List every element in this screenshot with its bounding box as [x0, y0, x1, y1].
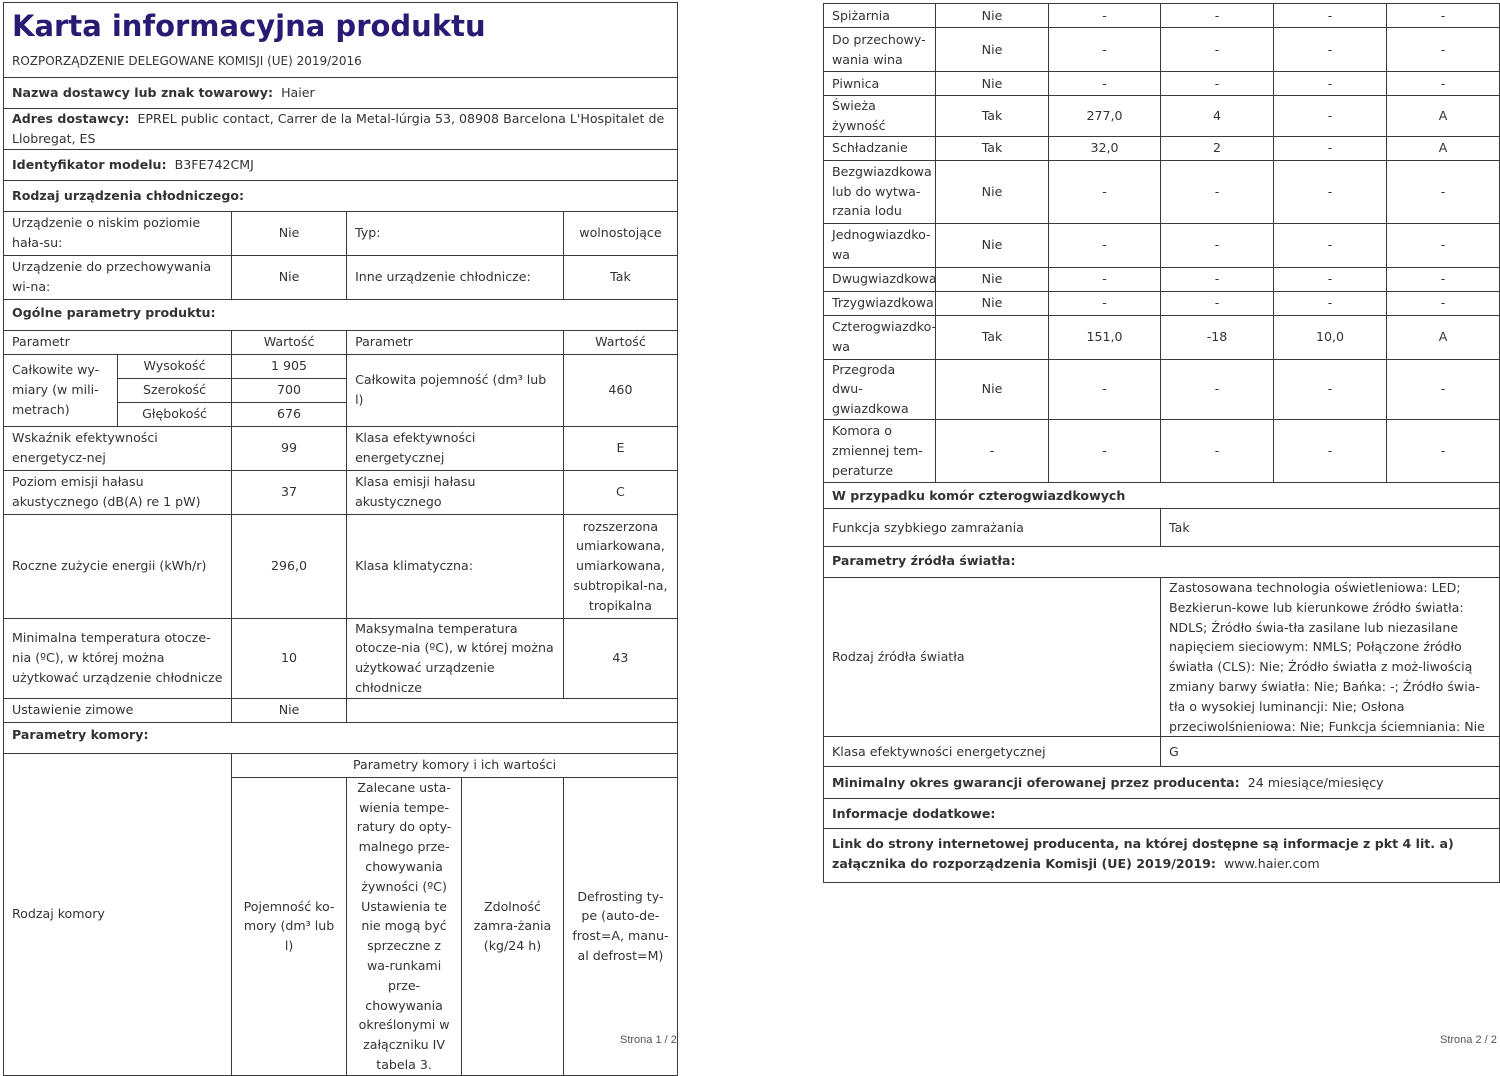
- compartment-row: [824, 267, 1500, 291]
- compartment-freezing: -: [1274, 72, 1387, 96]
- depth-label: Głębokość: [118, 402, 232, 426]
- compartment-present: Tak: [936, 315, 1049, 359]
- total-volume-label: Całkowita pojemność (dm³ lub l): [347, 354, 564, 426]
- compartment-rows: [824, 4, 1500, 483]
- width-label: Szerokość: [118, 378, 232, 402]
- recommended-temp-header: Zalecane usta-wienia tempe-ratury do opty-malnego prze-chowywania żywności (ºC) Ustawienia te nie mogą być sprzeczne z wa-runkami prze-chowywania określonymi w załączniku IV tabela 3.: [347, 777, 462, 1075]
- noise-level-value: 37: [232, 470, 347, 514]
- fast-freeze-value: Tak: [1161, 508, 1500, 546]
- compartment-present: Nie: [936, 72, 1049, 96]
- compartment-name: Trzygwiazdkowa: [824, 291, 936, 315]
- compartment-present: Nie: [936, 223, 1049, 267]
- compartment-row: [824, 72, 1500, 96]
- compartment-defrost: -: [1387, 419, 1500, 482]
- winter-value: Nie: [232, 698, 347, 722]
- compartment-temp: -: [1161, 4, 1274, 28]
- max-temp-value: 43: [563, 618, 677, 698]
- compartment-temp: -: [1161, 419, 1274, 482]
- compartment-volume: -: [1049, 291, 1161, 315]
- supplier-label: Nazwa dostawcy lub znak towarowy:: [12, 85, 274, 101]
- annual-energy-label: Roczne zużycie energii (kWh/r): [4, 514, 232, 618]
- light-type-value: Zastosowana technologia oświetleniowa: LED; Bezkierun-kowe lub kierunkowe źródło światła: NDLS; Źródło świa-tła zasilane lub niezasilane napięciem sieciowym: NMLS; Połączone źródło światła (CLS): Nie; Źródło światła z moż-liwością zmiany barwy światła: Nie; Bańka: -; Źródło świa-tła o wysokiej luminancji: Nie; Osłona przeciwolśnieniowa: Nie; Funkcja ściemniania: Nie: [1161, 577, 1500, 736]
- compartment-temp: 4: [1161, 96, 1274, 137]
- warranty-label: Minimalny okres gwarancji oferowanej przez producenta:: [832, 774, 1240, 790]
- compartment-freezing: -: [1274, 267, 1387, 291]
- col-header-value: Wartość: [232, 330, 347, 354]
- compartment-temp: -: [1161, 267, 1274, 291]
- climate-class-label: Klasa klimatyczna:: [347, 514, 564, 618]
- page-1: [3, 2, 678, 1076]
- compartment-name: Piwnica: [824, 72, 936, 96]
- freezing-capacity-header: Zdolność zamra-żania (kg/24 h): [462, 777, 564, 1075]
- additional-info-table: [823, 482, 1500, 883]
- col-header-param-2: Parametr: [347, 330, 564, 354]
- compartment-temp: -: [1161, 291, 1274, 315]
- eei-value: 99: [232, 426, 347, 470]
- model-label: Identyfikator modelu:: [12, 156, 167, 172]
- noise-class-value: C: [563, 470, 677, 514]
- compartment-volume: -: [1049, 359, 1161, 419]
- compartment-defrost: -: [1387, 291, 1500, 315]
- device-type-heading: Rodzaj urządzenia chłodniczego:: [4, 180, 678, 211]
- empty-cell: [347, 698, 678, 722]
- compartment-freezing: -: [1274, 160, 1387, 223]
- noise-level-label: Poziom emisji hałasu akustycznego (dB(A) re 1 pW): [4, 470, 232, 514]
- compartment-name: Przegroda dwu-gwiazdkowa: [824, 359, 936, 419]
- min-temp-value: 10: [232, 618, 347, 698]
- compartment-defrost: A: [1387, 315, 1500, 359]
- address-value: EPREL public contact, Carrer de la Metal-lúrgia 53, 08908 Barcelona L'Hospitalet de Llobregat, ES: [12, 111, 665, 146]
- compartment-volume: -: [1049, 4, 1161, 28]
- address-row: [4, 109, 678, 150]
- max-temp-label: Maksymalna temperatura otocze-nia (ºC), w której można użytkować urządzenie chłodnicze: [347, 618, 564, 698]
- compartment-name: Spiżarnia: [824, 4, 936, 28]
- compartment-defrost: -: [1387, 160, 1500, 223]
- compartment-present: Nie: [936, 359, 1049, 419]
- page-2: [823, 3, 1499, 883]
- compartment-freezing: -: [1274, 136, 1387, 160]
- compartment-volume: 32,0: [1049, 136, 1161, 160]
- other-device-value: Tak: [563, 255, 677, 299]
- four-star-heading: W przypadku komór czterogwiazdkowych: [824, 482, 1500, 508]
- compartment-row: [824, 419, 1500, 482]
- compartment-freezing: -: [1274, 223, 1387, 267]
- compartment-row: [824, 136, 1500, 160]
- defrost-type-header: Defrosting ty-pe (auto-de-frost=A, manu-al defrost=M): [563, 777, 677, 1075]
- other-device-label: Inne urządzenie chłodnicze:: [347, 255, 564, 299]
- light-energy-class-value: G: [1161, 737, 1500, 767]
- energy-class-value: E: [563, 426, 677, 470]
- noise-class-label: Klasa emisji hałasu akustycznego: [347, 470, 564, 514]
- compartment-volume: -: [1049, 72, 1161, 96]
- compartment-freezing: -: [1274, 359, 1387, 419]
- link-row: [824, 829, 1500, 883]
- height-label: Wysokość: [118, 354, 232, 378]
- compartment-volume: 151,0: [1049, 315, 1161, 359]
- wine-storage-label: Urządzenie do przechowywania wi-na:: [4, 255, 232, 299]
- climate-class-value: rozszerzona umiarkowana, umiarkowana, subtropikal-na, tropikalna: [563, 514, 677, 618]
- compartment-present: Nie: [936, 160, 1049, 223]
- winter-label: Ustawienie zimowe: [4, 698, 232, 722]
- type-label: Typ:: [347, 211, 564, 255]
- general-heading: Ogólne parametry produktu:: [4, 299, 678, 330]
- total-volume-value: 460: [563, 354, 677, 426]
- warranty-row: [824, 767, 1500, 799]
- compartment-row: [824, 223, 1500, 267]
- compartment-name: Komora o zmiennej tem-peraturze: [824, 419, 936, 482]
- compartment-name: Bezgwiazdkowa lub do wytwa-rzania lodu: [824, 160, 936, 223]
- compartment-defrost: -: [1387, 28, 1500, 72]
- compartment-defrost: A: [1387, 96, 1500, 137]
- supplier-row: [4, 78, 678, 109]
- light-heading: Parametry źródła światła:: [824, 546, 1500, 577]
- compartment-freezing: -: [1274, 419, 1387, 482]
- compartment-values-heading: Parametry komory i ich wartości: [232, 753, 678, 777]
- compartment-volume: -: [1049, 419, 1161, 482]
- compartment-volume: -: [1049, 160, 1161, 223]
- regulation-reference: ROZPORZĄDZENIE DELEGOWANE KOMISJI (UE) 2019/2016: [4, 47, 678, 78]
- compartment-name: Schładzanie: [824, 136, 936, 160]
- compartment-volume-header: Pojemność ko-mory (dm³ lub l): [232, 777, 347, 1075]
- low-noise-label: Urządzenie o niskim poziomie hała-su:: [4, 211, 232, 255]
- manufacturer-link[interactable]: www.haier.com: [1223, 856, 1320, 872]
- compartment-defrost: -: [1387, 72, 1500, 96]
- compartment-freezing: -: [1274, 28, 1387, 72]
- compartment-defrost: -: [1387, 223, 1500, 267]
- compartment-row: [824, 160, 1500, 223]
- compartment-present: Nie: [936, 267, 1049, 291]
- model-row: [4, 149, 678, 180]
- dimensions-label: Całkowite wy-miary (w mili-metrach): [4, 354, 118, 426]
- compartment-row: [824, 359, 1500, 419]
- compartment-row: [824, 28, 1500, 72]
- col-header-param: Parametr: [4, 330, 232, 354]
- low-noise-value: Nie: [232, 211, 347, 255]
- compartment-heading: Parametry komory:: [4, 722, 678, 753]
- compartment-temp: -18: [1161, 315, 1274, 359]
- min-temp-label: Minimalna temperatura otocze-nia (ºC), w której można użytkować urządzenie chłodnicze: [4, 618, 232, 698]
- annual-energy-value: 296,0: [232, 514, 347, 618]
- compartment-defrost: A: [1387, 136, 1500, 160]
- compartment-name: Czterogwiazdko-wa: [824, 315, 936, 359]
- compartment-name: Dwugwiazdkowa: [824, 267, 936, 291]
- compartment-row: [824, 315, 1500, 359]
- compartment-freezing: -: [1274, 291, 1387, 315]
- warranty-value: 24 miesiące/miesięcy: [1247, 774, 1384, 790]
- address-label: Adres dostawcy:: [12, 111, 130, 126]
- col-header-value-2: Wartość: [563, 330, 677, 354]
- wine-storage-value: Nie: [232, 255, 347, 299]
- compartment-row: [824, 291, 1500, 315]
- energy-class-label: Klasa efektywności energetycznej: [347, 426, 564, 470]
- compartment-present: Nie: [936, 291, 1049, 315]
- compartment-name: Świeża żywność: [824, 96, 936, 137]
- compartment-temp: -: [1161, 72, 1274, 96]
- page-number-2: Strona 2 / 2: [1440, 1034, 1497, 1046]
- compartment-present: Nie: [936, 28, 1049, 72]
- eei-label: Wskaźnik efektywności energetycz-nej: [4, 426, 232, 470]
- link-label: Link do strony internetowej producenta, na której dostępne są informacje z pkt 4 lit. a) załącznika do rozporządzenia Komisji (UE) 2019/2019:: [832, 836, 1454, 872]
- light-type-label: Rodzaj źródła światła: [824, 577, 1161, 736]
- type-value: wolnostojące: [563, 211, 677, 255]
- compartment-present: Nie: [936, 4, 1049, 28]
- compartment-volume: 277,0: [1049, 96, 1161, 137]
- compartment-row: [824, 96, 1500, 137]
- compartment-volume: -: [1049, 223, 1161, 267]
- supplier-value: Haier: [281, 85, 315, 101]
- compartment-freezing: -: [1274, 4, 1387, 28]
- light-energy-class-label: Klasa efektywności energetycznej: [824, 737, 1161, 767]
- compartment-volume: -: [1049, 28, 1161, 72]
- depth-value: 676: [232, 402, 347, 426]
- compartment-defrost: -: [1387, 267, 1500, 291]
- page-title: Karta informacyjna produktu: [4, 3, 678, 47]
- compartment-temp: -: [1161, 28, 1274, 72]
- compartment-temp: 2: [1161, 136, 1274, 160]
- compartment-row: [824, 4, 1500, 28]
- compartment-present: Tak: [936, 136, 1049, 160]
- compartment-temp: -: [1161, 223, 1274, 267]
- compartment-name: Jednogwiazdko-wa: [824, 223, 936, 267]
- compartment-freezing: -: [1274, 96, 1387, 137]
- compartment-freezing: 10,0: [1274, 315, 1387, 359]
- compartment-defrost: -: [1387, 4, 1500, 28]
- compartment-present: Tak: [936, 96, 1049, 137]
- page-number-1: Strona 1 / 2: [620, 1034, 677, 1046]
- height-value: 1 905: [232, 354, 347, 378]
- compartment-present: -: [936, 419, 1049, 482]
- width-value: 700: [232, 378, 347, 402]
- fast-freeze-label: Funkcja szybkiego zamrażania: [824, 508, 1161, 546]
- compartment-defrost: -: [1387, 359, 1500, 419]
- compartment-table: [823, 3, 1500, 483]
- compartment-volume: -: [1049, 267, 1161, 291]
- product-info-table: [3, 2, 678, 1076]
- compartment-name: Do przechowy-wania wina: [824, 28, 936, 72]
- compartment-type-header: Rodzaj komory: [4, 753, 232, 1075]
- compartment-temp: -: [1161, 160, 1274, 223]
- compartment-temp: -: [1161, 359, 1274, 419]
- model-value: B3FE742CMJ: [174, 156, 254, 172]
- additional-heading: Informacje dodatkowe:: [824, 799, 1500, 829]
